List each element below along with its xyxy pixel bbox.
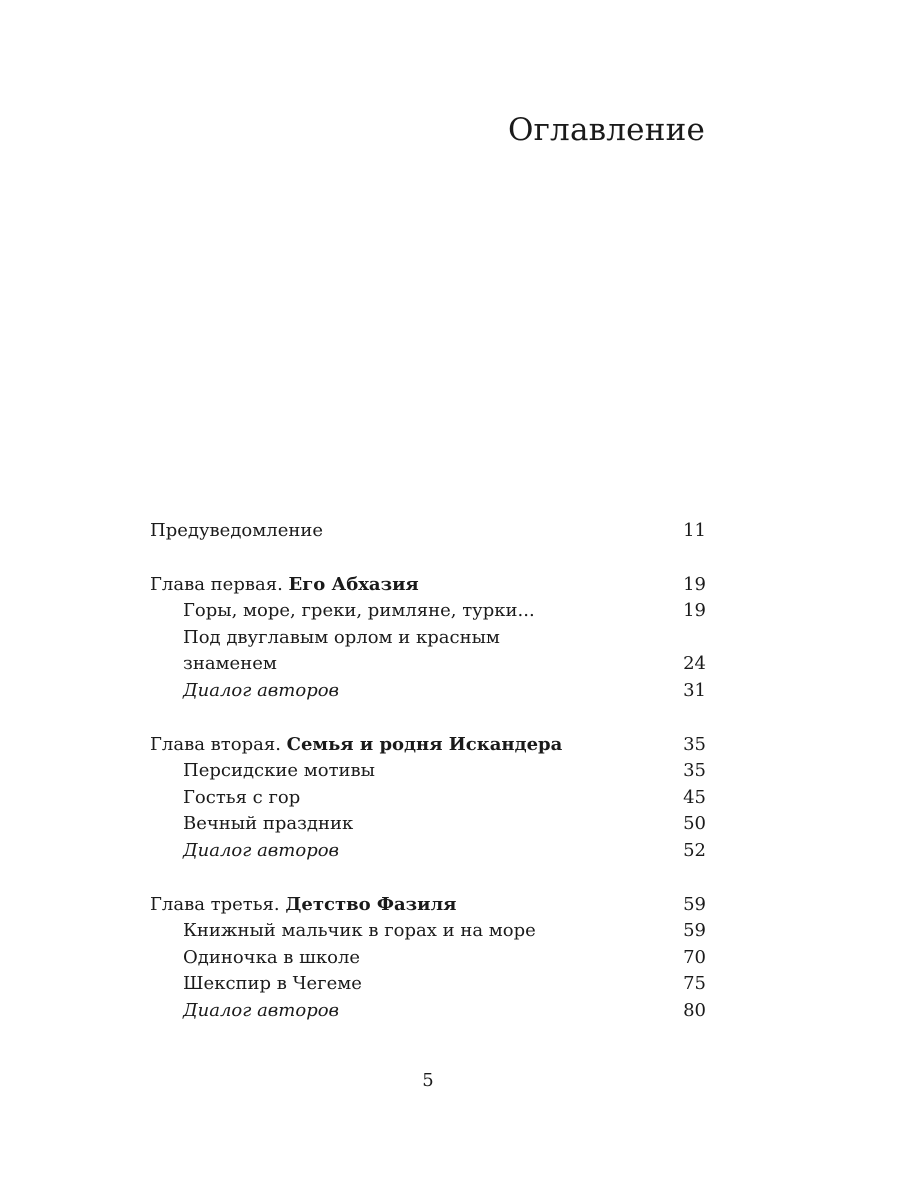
page-title: Оглавление <box>508 112 705 148</box>
chapter-name: Семья и родня Искандера <box>286 733 563 755</box>
toc-entry-page: 31 <box>683 679 706 701</box>
toc-section-dialog[interactable] <box>150 998 706 1025</box>
toc-entry-page: 24 <box>683 653 706 675</box>
chapter-name: Детство Фазиля <box>285 893 457 915</box>
page-number: 5 <box>422 1070 434 1091</box>
toc-entry-page: 45 <box>683 786 706 808</box>
toc-section-dialog[interactable] <box>150 838 706 865</box>
toc-entry-page: 52 <box>683 839 706 861</box>
toc-chapter-1[interactable] <box>150 572 706 599</box>
toc-entry-label: Шекспир в Чегеме <box>183 973 362 995</box>
table-of-contents <box>150 518 706 1025</box>
toc-entry-page: 70 <box>683 946 706 968</box>
toc-entry-page: 59 <box>683 893 706 915</box>
toc-section[interactable] <box>150 971 706 998</box>
toc-entry-page: 59 <box>683 920 706 942</box>
toc-section[interactable] <box>150 811 706 838</box>
toc-entry-page: 75 <box>683 973 706 995</box>
toc-section[interactable] <box>150 758 706 785</box>
toc-entry-page: 19 <box>683 573 706 595</box>
toc-section[interactable] <box>150 785 706 812</box>
chapter-prefix: Глава третья. <box>150 893 286 915</box>
toc-entry-label: Книжный мальчик в горах и на море <box>183 920 536 942</box>
toc-entry-label: Одиночка в школе <box>183 946 361 968</box>
toc-entry-label: Персидские мотивы <box>183 760 375 782</box>
toc-section-line2[interactable] <box>150 651 706 678</box>
toc-section[interactable] <box>150 945 706 972</box>
toc-entry-preface[interactable] <box>150 518 706 545</box>
toc-entry-label: Предуведомление <box>150 520 323 541</box>
toc-entry-label: Диалог авторов <box>183 679 340 701</box>
chapter-prefix: Глава первая. <box>150 573 289 595</box>
toc-entry-label: Гостья с гор <box>183 786 301 808</box>
toc-entry-page: 19 <box>683 600 706 622</box>
toc-entry-label: знаменем <box>183 653 277 675</box>
toc-section[interactable] <box>150 918 706 945</box>
toc-entry-page: 35 <box>683 760 706 782</box>
toc-entry-label: Вечный праздник <box>183 813 354 835</box>
toc-section-dialog[interactable] <box>150 678 706 705</box>
toc-entry-label: Диалог авторов <box>183 999 340 1021</box>
toc-entry-page: 11 <box>683 520 706 541</box>
toc-section[interactable] <box>150 598 706 625</box>
toc-entry-label: Под двуглавым орлом и красным <box>183 626 500 648</box>
toc-chapter-3[interactable] <box>150 892 706 919</box>
toc-entry-page: 35 <box>683 733 706 755</box>
chapter-name: Его Абхазия <box>288 573 419 595</box>
chapter-prefix: Глава вторая. <box>150 733 287 755</box>
toc-entry-page: 80 <box>683 999 706 1021</box>
toc-section-line1[interactable] <box>150 625 706 652</box>
toc-entry-label: Горы, море, греки, римляне, турки... <box>183 600 535 622</box>
toc-chapter-2[interactable] <box>150 732 706 759</box>
toc-entry-page: 50 <box>683 813 706 835</box>
toc-entry-label: Диалог авторов <box>183 839 340 861</box>
